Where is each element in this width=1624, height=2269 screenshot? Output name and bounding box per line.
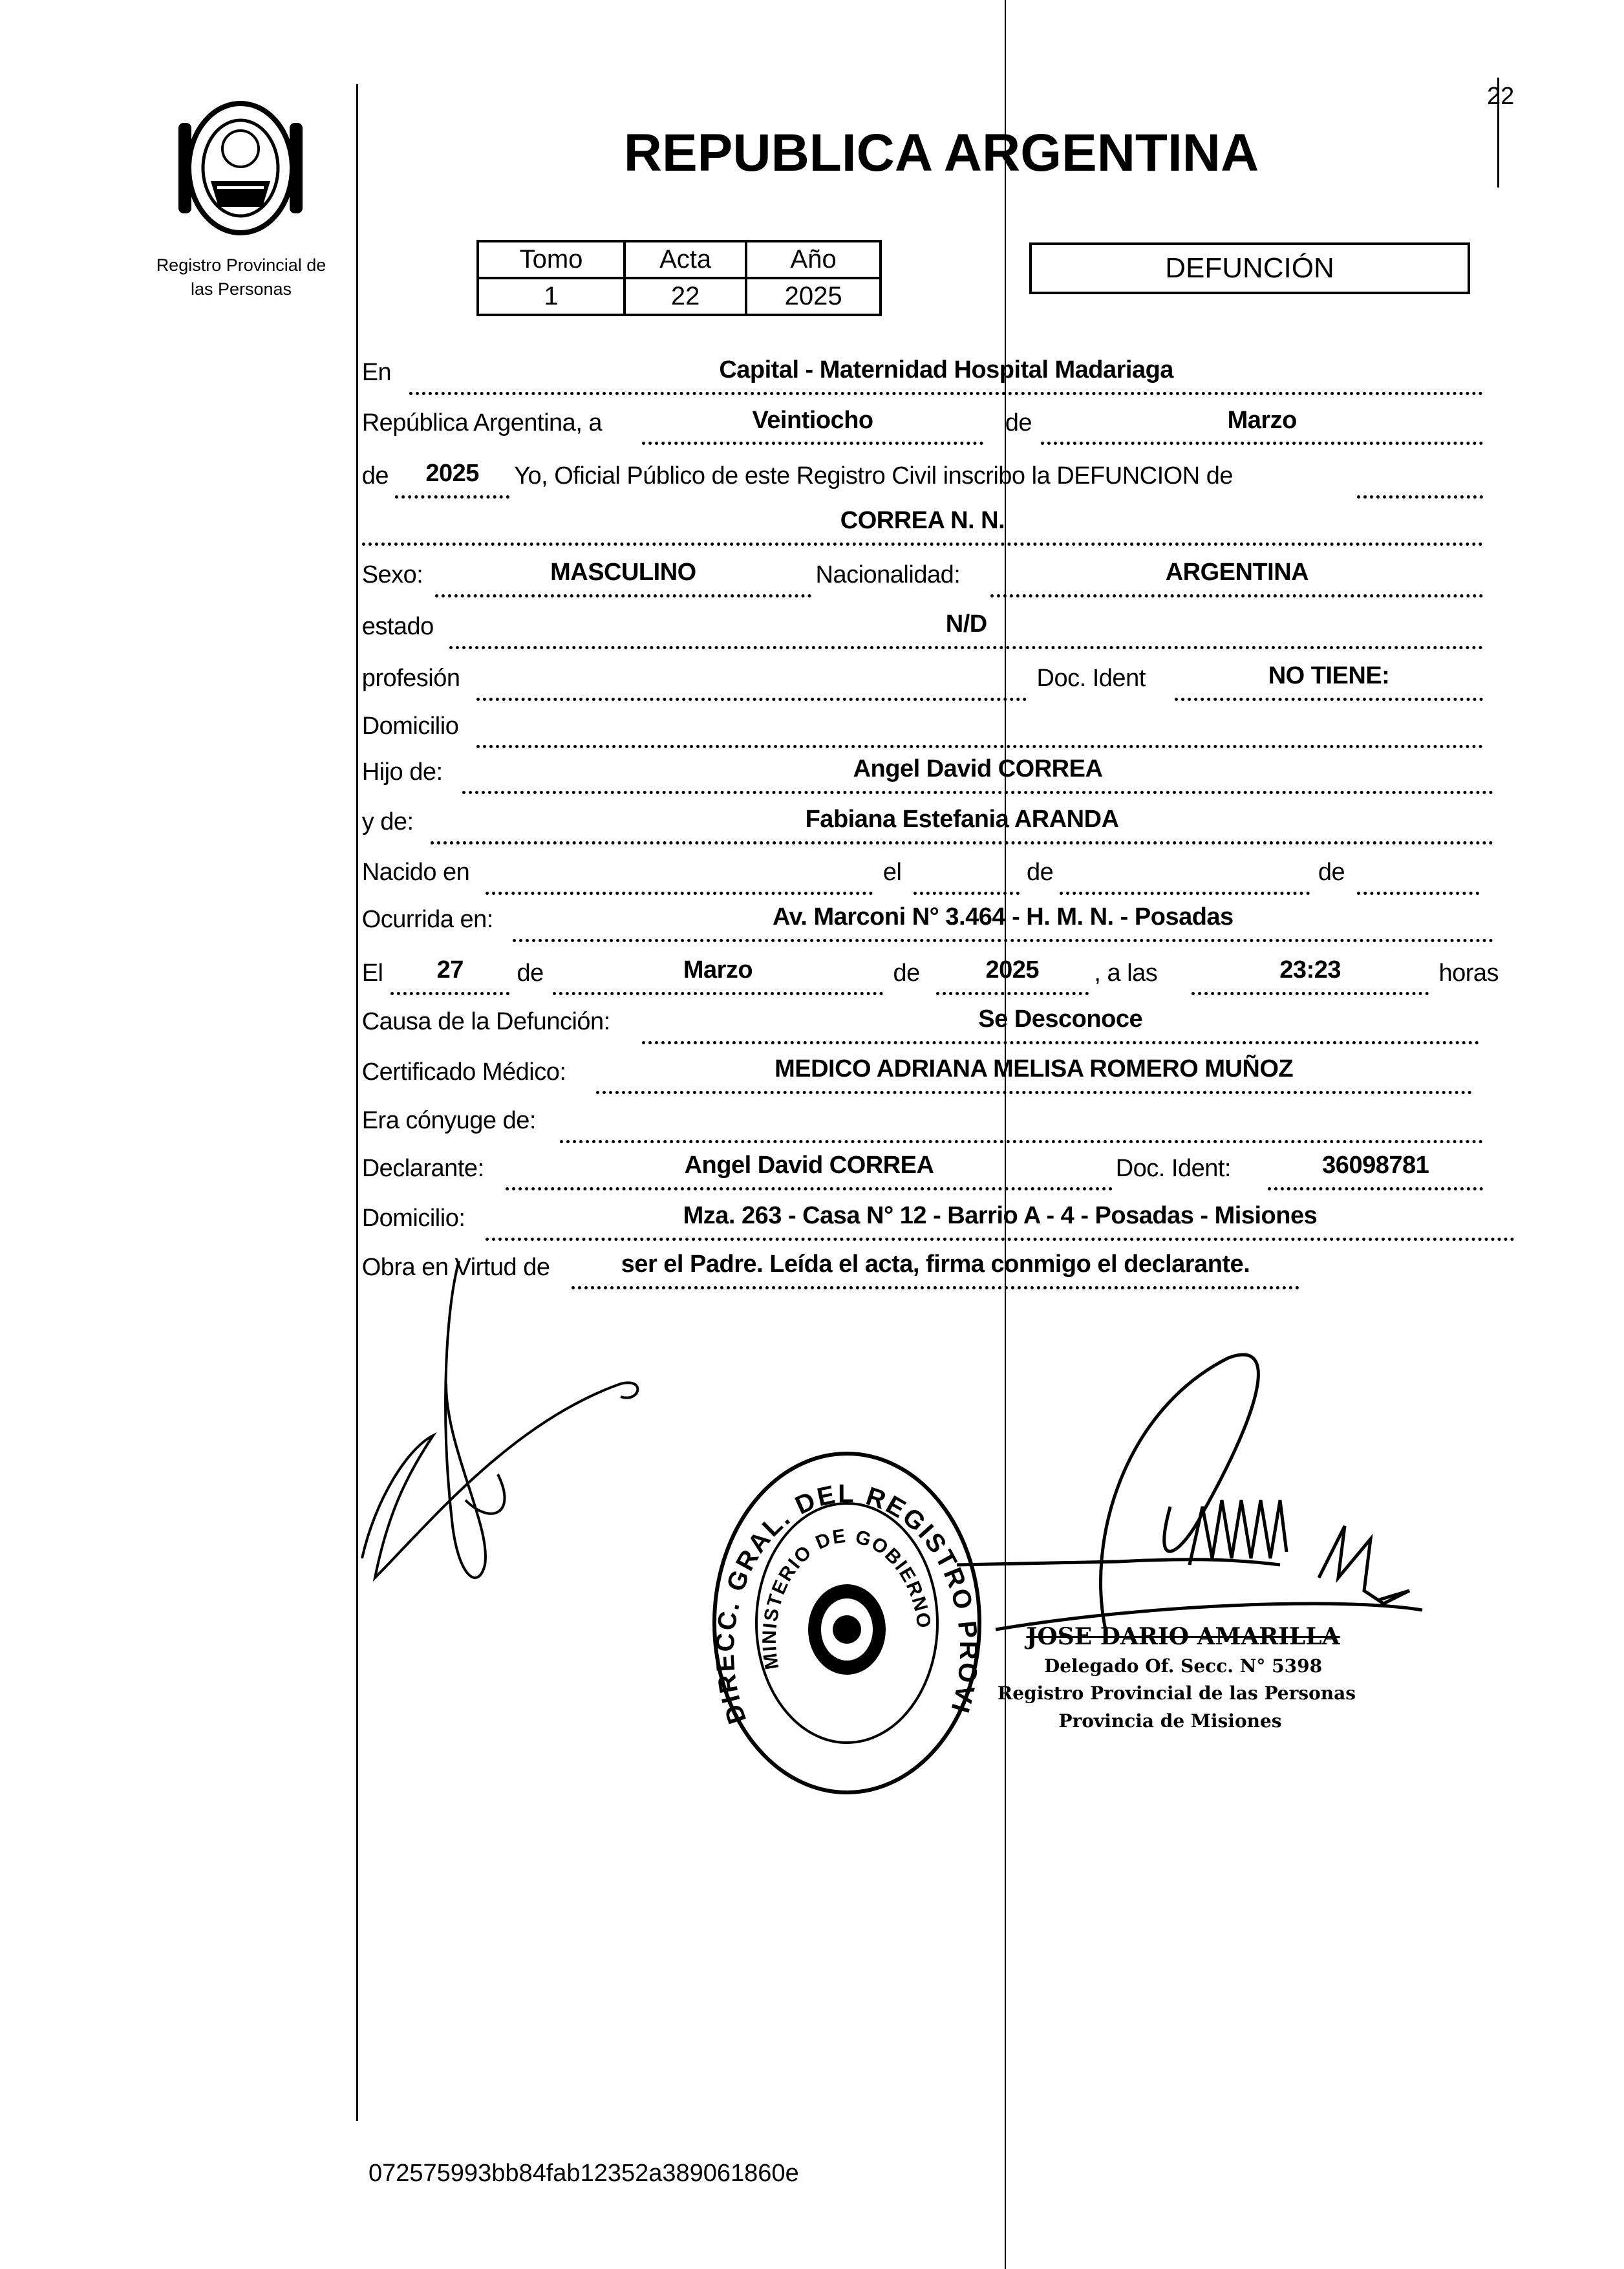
field-profesion bbox=[476, 662, 1027, 701]
field-padre: Angel David CORREA bbox=[462, 755, 1493, 794]
label-doc-ident2: Doc. Ident: bbox=[1115, 1154, 1231, 1182]
field-nacido-en bbox=[486, 856, 873, 895]
record-table bbox=[476, 240, 882, 316]
official-position: Delegado Of. Secc. N° 5398 bbox=[1043, 1655, 1323, 1677]
left-margin-line bbox=[356, 84, 358, 2121]
label-ocurrida-en: Ocurrida en: bbox=[361, 906, 493, 934]
label-sexo: Sexo: bbox=[361, 561, 423, 589]
registry-name-line-1: Registro Provincial de bbox=[156, 255, 326, 275]
document-hash: 072575993bb84fab12352a389061860e bbox=[369, 2160, 799, 2187]
field-declarante-domicilio: Mza. 263 - Casa N° 12 - Barrio A - 4 - Posadas - Misiones bbox=[486, 1202, 1515, 1241]
field-conyuge bbox=[560, 1104, 1483, 1143]
label-de: de bbox=[1005, 409, 1032, 436]
field-dia-letras: Veintiocho bbox=[642, 407, 984, 446]
field-nacionalidad: ARGENTINA bbox=[990, 559, 1483, 597]
label-hijo-de: Hijo de: bbox=[361, 758, 443, 786]
label-horas: horas bbox=[1438, 959, 1499, 987]
official-signature bbox=[957, 1345, 1448, 1655]
field-nombre: CORREA N. N. bbox=[362, 507, 1484, 546]
value-anio: 2025 bbox=[746, 278, 881, 315]
label-declarante: Declarante: bbox=[361, 1154, 484, 1182]
field-causa: Se Desconoce bbox=[642, 1005, 1479, 1044]
header-acta: Acta bbox=[625, 241, 746, 278]
field-declarante-doc: 36098781 bbox=[1268, 1152, 1483, 1190]
label-obra: Obra en Virtud de bbox=[361, 1253, 550, 1281]
field-madre: Fabiana Estefania ARANDA bbox=[431, 806, 1493, 844]
label-causa: Causa de la Defunción: bbox=[361, 1008, 610, 1036]
label-doc-ident: Doc. Ident bbox=[1036, 665, 1146, 693]
label-domicilio2: Domicilio: bbox=[361, 1205, 465, 1232]
field-mes: Marzo bbox=[1041, 407, 1483, 446]
field-nacido-dia bbox=[914, 856, 1020, 895]
page-number: 22 bbox=[1487, 83, 1515, 110]
field-lugar: Capital - Maternidad Hospital Madariaga bbox=[409, 356, 1483, 395]
label-de: de bbox=[893, 959, 920, 987]
value-acta: 22 bbox=[625, 278, 746, 315]
label-el: el bbox=[882, 859, 902, 887]
label-estado: estado bbox=[361, 613, 434, 641]
header-tomo: Tomo bbox=[478, 241, 625, 278]
stamp-outer-text: DIRECC. GRAL. DEL REGISTRO PROVI bbox=[710, 1479, 983, 1728]
declarant-signature bbox=[349, 1254, 659, 1617]
stamp-inner-text: MINISTERIO DE GOBIERNO bbox=[758, 1525, 935, 1672]
registry-name bbox=[129, 253, 353, 301]
field-estado: N/D bbox=[449, 610, 1483, 649]
label-de: de bbox=[1027, 859, 1054, 887]
field-sexo: MASCULINO bbox=[435, 559, 811, 597]
field-doc-ident: NO TIENE: bbox=[1175, 662, 1484, 701]
field-mes-def: Marzo bbox=[553, 956, 883, 995]
label-a-las: , a las bbox=[1094, 959, 1158, 987]
field-domicilio bbox=[476, 709, 1483, 748]
label-domicilio: Domicilio bbox=[361, 712, 459, 740]
record-type-box: DEFUNCIÓN bbox=[1029, 242, 1470, 294]
official-province: Provincia de Misiones bbox=[1058, 1710, 1282, 1732]
label-y-de: y de: bbox=[361, 808, 414, 836]
label-conyuge: Era cónyuge de: bbox=[361, 1107, 536, 1135]
label-de: de bbox=[361, 462, 389, 490]
field-obra: ser el Padre. Leída el acta, firma conmigo el declarante. bbox=[572, 1251, 1299, 1289]
label-republica: República Argentina, a bbox=[361, 409, 603, 436]
field-nacido-anio bbox=[1357, 856, 1479, 895]
header-anio: Año bbox=[746, 241, 881, 278]
page-title: REPUBLICA ARGENTINA bbox=[623, 124, 1259, 182]
field-anio: 2025 bbox=[395, 460, 510, 499]
label-certificado: Certificado Médico: bbox=[361, 1058, 566, 1086]
official-stamp bbox=[708, 1448, 986, 1798]
label-yo-oficial: Yo, Oficial Público de este Registro Civil inscribo la DEFUNCION de bbox=[514, 462, 1233, 490]
official-office: Registro Provincial de las Personas bbox=[997, 1683, 1356, 1704]
label-de: de bbox=[517, 959, 544, 987]
field-dia: 27 bbox=[390, 956, 509, 995]
label-profesion: profesión bbox=[361, 665, 460, 693]
label-de: de bbox=[1318, 859, 1345, 887]
field-anio-def: 2025 bbox=[936, 956, 1088, 995]
label-nacido-en: Nacido en bbox=[361, 859, 470, 887]
field-certificado: MEDICO ADRIANA MELISA ROMERO MUÑOZ bbox=[596, 1055, 1472, 1094]
field-ocurrida-en: Av. Marconi N° 3.464 - H. M. N. - Posadas bbox=[513, 903, 1493, 942]
official-name: JOSE DARIO AMARILLA bbox=[1026, 1623, 1340, 1650]
field-declarante: Angel David CORREA bbox=[506, 1152, 1113, 1190]
label-el-cap: El bbox=[361, 959, 383, 987]
field-blank-2 bbox=[1357, 460, 1483, 499]
value-tomo: 1 bbox=[478, 278, 625, 315]
field-nacido-mes bbox=[1060, 856, 1309, 895]
field-hora: 23:23 bbox=[1191, 956, 1428, 995]
label-en: En bbox=[361, 359, 392, 387]
registry-name-line-2: las Personas bbox=[190, 279, 292, 299]
label-nacionalidad: Nacionalidad: bbox=[815, 561, 961, 589]
